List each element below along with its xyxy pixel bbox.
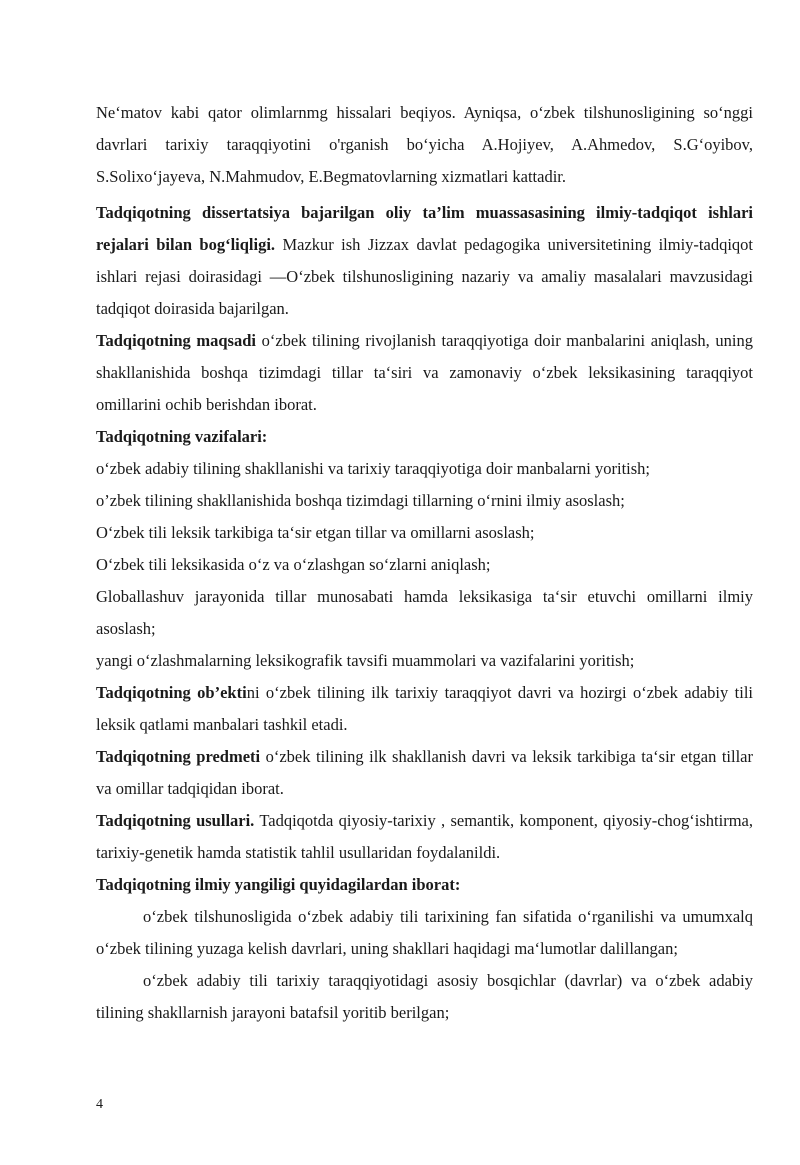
text-subject: o‘zbek tilining ilk shakllanish davri va leksik tarkibiga ta‘sir etgan tillar va omillar tadqiqidan iborat.	[96, 747, 753, 798]
text-methods: Tadqiqotda qiyosiy-tarixiy , semantik, komponent, qiyosiy-chog‘ishtirma, tarixiy-genetik hamda statistik tahlil usullaridan foydalanildi.	[96, 811, 753, 862]
heading-novelty: Tadqiqotning ilmiy yangiligi quyidagilardan iborat:	[96, 875, 461, 894]
task-item: O‘zbek tili leksikasida o‘z va o‘zlashgan so‘zlarni aniqlash;	[96, 555, 491, 574]
page-body	[96, 97, 753, 1029]
novelty-item: o‘zbek adabiy tili tarixiy taraqqiyotidagi asosiy bosqichlar (davrlar) va o‘zbek adabiy tilining shakllarnish jarayoni batafsil yoritib berilgan;	[96, 971, 753, 1022]
task-item: o‘zbek adabiy tilining shakllanishi va tarixiy taraqqiyotiga doir manbalarni yoritish;	[96, 459, 650, 478]
heading-tasks: Tadqiqotning vazifalari:	[96, 427, 268, 446]
paragraph-scholars: Ne‘matov kabi qator olimlarnmg hissalari beqiyos. Ayniqsa, o‘zbek tilshunosligining so‘nggi davrlari tarixiy taraqqiyotini o'rganish bo‘yicha A.Hojiyev, A.Ahmedov, S.G‘oyibov, S.Solixo‘jayeva, N.Mahmudov, E.Begmatovlarning xizmatlari kattadir.	[96, 103, 753, 186]
task-item: yangi o‘zlashmalarning leksikografik tavsifi muammolari va vazifalarini yoritish;	[96, 651, 635, 670]
heading-aim: Tadqiqotning maqsadi	[96, 331, 256, 350]
text-object: ni o‘zbek tilining ilk tarixiy taraqqiyot davri va hozirgi o‘zbek adabiy tili leksik qatlami manbalari tashkil etadi.	[96, 683, 753, 734]
task-item: Globallashuv jarayonida tillar munosabati hamda leksikasiga ta‘sir etuvchi omillarni ilmiy asoslash;	[96, 587, 753, 638]
heading-object: Tadqiqotning ob’ekti	[96, 683, 247, 702]
paragraph-subject	[96, 741, 753, 805]
paragraph-object	[96, 677, 753, 741]
paragraph-methods	[96, 805, 753, 869]
paragraph-relation-to-plans	[96, 197, 753, 325]
paragraph-aim	[96, 325, 753, 421]
text-aim: o‘zbek tilining rivojlanish taraqqiyotiga doir manbalarini aniqlash, uning shakllanishida boshqa tizimdagi tillar ta‘siri va zamonaviy o‘zbek leksikasining taraqqiyot omillarini ochib berishdan iborat.	[96, 331, 753, 414]
heading-methods: Tadqiqotning usullari.	[96, 811, 255, 830]
heading-relation-to-plans: Tadqiqotning dissertatsiya bajarilgan oliy ta’lim muassasasining ilmiy-tadqiqot ishlari rejalari bilan bog‘liqligi.	[96, 203, 753, 254]
task-item: o’zbek tilining shakllanishida boshqa tizimdagi tillarning o‘rnini ilmiy asoslash;	[96, 491, 625, 510]
task-item: O‘zbek tili leksik tarkibiga ta‘sir etgan tillar va omillarni asoslash;	[96, 523, 535, 542]
page-number: 4	[96, 1097, 103, 1112]
heading-subject: Tadqiqotning predmeti	[96, 747, 261, 766]
novelty-item: o‘zbek tilshunosligida o‘zbek adabiy tili tarixining fan sifatida o‘rganilishi va umumxalq o‘zbek tilining yuzaga kelish davrlari, uning shakllari haqidagi ma‘lumotlar dalillangan;	[96, 907, 753, 958]
text-relation-to-plans: Mazkur ish Jizzax davlat pedagogika universitetining ilmiy-tadqiqot ishlari rejasi doirasidagi ―O‘zbek tilshunosligining nazariy va amaliy masalalari mavzusidagi tadqiqot doirasida bajarilgan.	[96, 235, 753, 318]
